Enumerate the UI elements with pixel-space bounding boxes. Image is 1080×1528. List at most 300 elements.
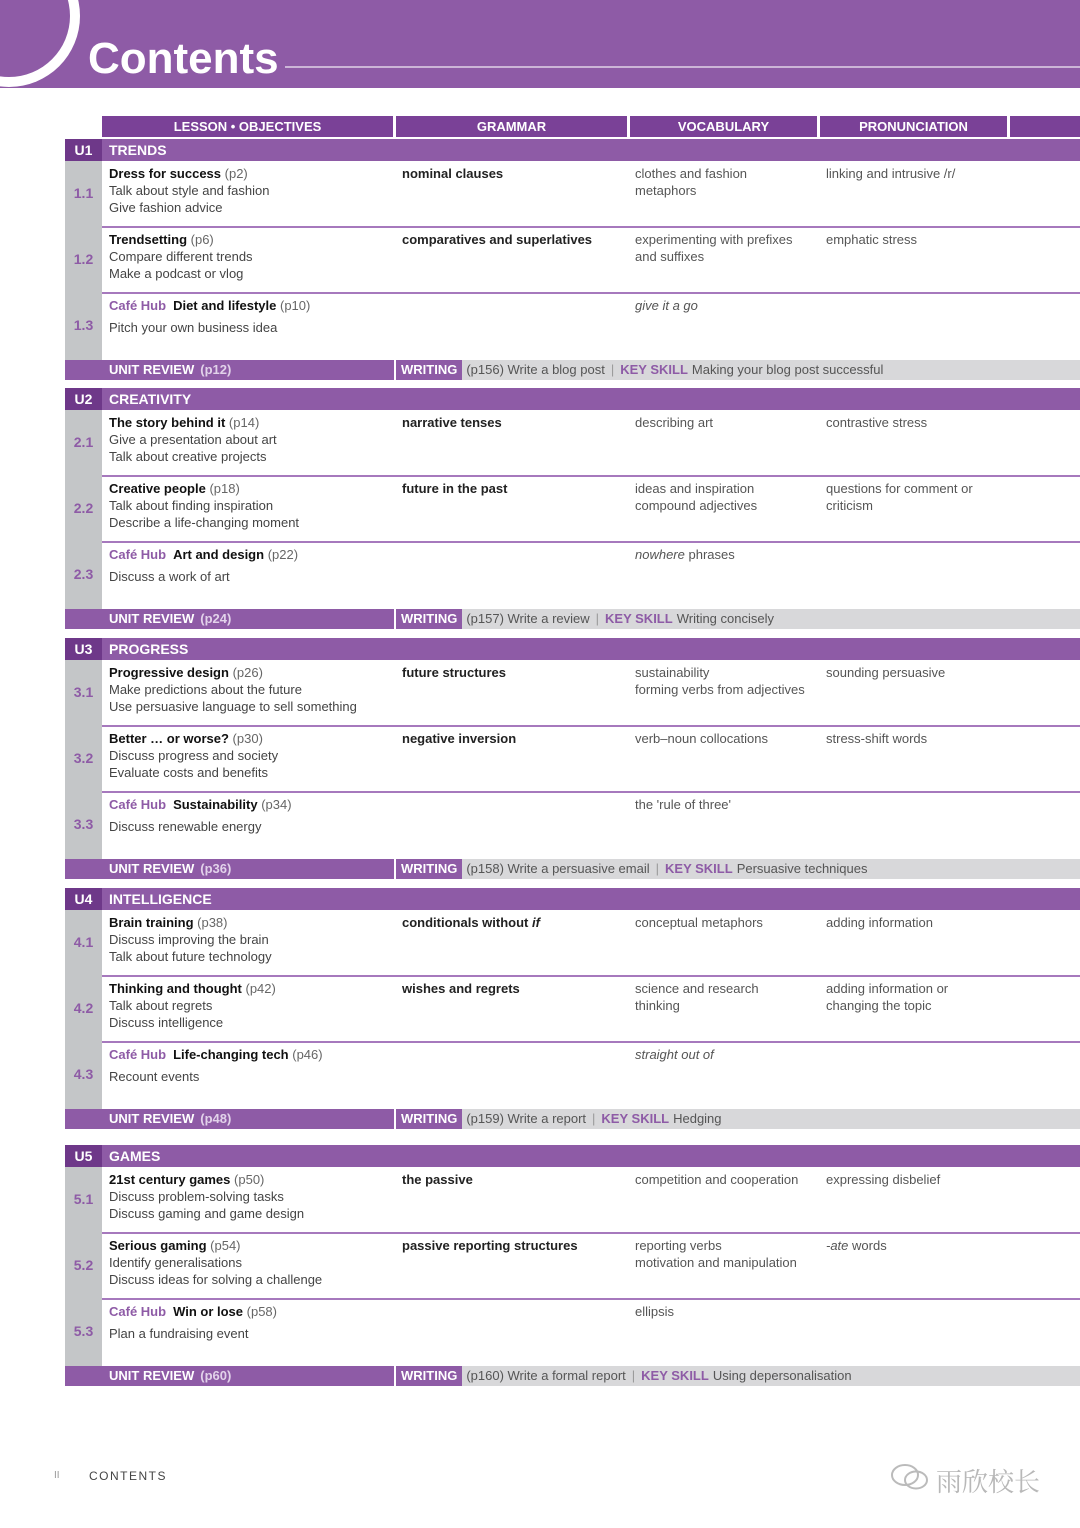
unit-header	[65, 888, 1080, 910]
key-skill-label: KEY SKILL	[601, 1111, 670, 1126]
row-divider	[102, 292, 1080, 294]
unit-review-page: (p24)	[200, 611, 232, 626]
pronunciation-text: adding information or	[826, 981, 949, 996]
footer-section-label: CONTENTS	[89, 1469, 167, 1483]
cafe-hub-label: Café Hub	[109, 1047, 167, 1062]
lesson-title: Life-changing tech	[173, 1047, 289, 1062]
lesson-title-line	[109, 480, 299, 497]
lesson-objective: Discuss ideas for solving a challenge	[109, 1272, 323, 1287]
lesson-cell	[109, 480, 299, 531]
writing-section	[396, 609, 1080, 629]
vocabulary-cell	[635, 480, 815, 514]
vocabulary-text: thinking	[635, 998, 680, 1013]
vocabulary-cell	[635, 1303, 815, 1320]
writing-text: (p159) Write a report	[466, 1111, 587, 1126]
grammar-cell	[402, 1237, 578, 1254]
lesson-title-line	[109, 297, 310, 314]
vocabulary-text: experimenting with prefixes	[635, 232, 793, 247]
lesson-page: (p26)	[232, 665, 263, 680]
key-skill-label: KEY SKILL	[620, 362, 688, 377]
grammar-text: narrative tenses	[402, 415, 502, 430]
lesson-number: 3.1	[73, 684, 94, 700]
lesson-objective: Talk about regrets	[109, 998, 213, 1013]
writing-label: WRITING	[396, 1366, 462, 1386]
grammar-cell	[402, 480, 507, 497]
writing-label: WRITING	[396, 1109, 462, 1129]
unit-review-section	[65, 609, 394, 629]
lesson-objective: Identify generalisations	[109, 1255, 242, 1270]
vocabulary-cell	[635, 231, 815, 265]
vocabulary-cell	[635, 546, 815, 563]
unit-review-label-wrap	[109, 609, 231, 629]
lesson-title: Progressive design	[109, 665, 229, 680]
vocabulary-cell	[635, 796, 815, 813]
grammar-text: wishes and regrets	[402, 981, 520, 996]
vocabulary-text: straight out of	[635, 1047, 714, 1062]
lesson-cell	[109, 980, 276, 1031]
lesson-objective: Talk about finding inspiration	[109, 498, 274, 513]
unit-title: CREATIVITY	[109, 391, 192, 407]
lesson-cell	[109, 730, 278, 781]
vocabulary-text: conceptual metaphors	[635, 915, 763, 930]
key-skill-text: Hedging	[673, 1111, 722, 1126]
lesson-objective: Discuss renewable energy	[109, 819, 262, 834]
column-header-vocabulary: VOCABULARY	[630, 116, 817, 137]
lesson-number: 5.2	[73, 1257, 94, 1273]
vocabulary-text: metaphors	[635, 183, 697, 198]
pipe-separator: |	[610, 362, 615, 377]
wechat-icon	[890, 1463, 930, 1491]
unit-title: GAMES	[109, 1148, 161, 1164]
lesson-cell	[109, 414, 277, 465]
lesson-page: (p34)	[261, 797, 292, 812]
lesson-objective: Plan a fundraising event	[109, 1326, 249, 1341]
cafe-hub-label: Café Hub	[109, 547, 167, 562]
vocabulary-line	[635, 231, 815, 248]
pronunciation-cell	[826, 1171, 1006, 1188]
unit-code: U3	[65, 638, 102, 660]
lesson-number: 1.3	[73, 317, 94, 333]
lesson-title: Dress for success	[109, 166, 222, 181]
row-divider	[102, 1232, 1080, 1234]
writing-text: (p160) Write a formal report	[466, 1368, 626, 1383]
pronunciation-line	[826, 1237, 1006, 1254]
vocabulary-cell	[635, 1046, 815, 1063]
lesson-page: (p2)	[224, 166, 248, 181]
vocabulary-text: give it a go	[635, 298, 698, 313]
lesson-cell	[109, 546, 298, 585]
unit-review-label: UNIT REVIEW	[109, 362, 195, 377]
lesson-title-line	[109, 414, 277, 431]
pronunciation-line	[826, 980, 1006, 997]
lesson-objective: Discuss improving the brain	[109, 932, 269, 947]
grammar-cell	[402, 165, 503, 182]
lesson-page: (p14)	[228, 415, 260, 430]
writing-label: WRITING	[396, 609, 462, 629]
unit-review-bar	[65, 609, 1080, 629]
lesson-page: (p6)	[190, 232, 214, 247]
lesson-title: 21st century games	[109, 1172, 231, 1187]
lesson-page: (p42)	[245, 981, 276, 996]
pipe-separator: |	[655, 861, 660, 876]
vocabulary-line	[635, 914, 815, 931]
row-divider	[102, 791, 1080, 793]
pipe-separator: |	[592, 1111, 596, 1126]
vocabulary-text: motivation and manipulation	[635, 1255, 797, 1270]
pronunciation-text: questions for comment or	[826, 481, 973, 496]
vocabulary-line	[635, 1254, 815, 1271]
lesson-title: Thinking and thought	[109, 981, 242, 996]
grammar-cell	[402, 414, 502, 431]
pronunciation-cell	[826, 980, 1006, 1014]
lesson-title-line	[109, 1171, 304, 1188]
grammar-text: future in the past	[402, 481, 508, 496]
lesson-page: (p30)	[232, 731, 263, 746]
row-divider	[102, 226, 1080, 228]
lesson-page: (p18)	[209, 481, 240, 496]
lesson-title-line	[109, 165, 269, 182]
unit-review-label: UNIT REVIEW	[109, 861, 195, 876]
lesson-objective: Pitch your own business idea	[109, 320, 278, 335]
key-skill-text: Making your blog post successful	[691, 362, 884, 377]
unit-review-page: (p12)	[200, 362, 232, 377]
lesson-title: The story behind it	[109, 415, 226, 430]
vocabulary-line	[635, 681, 815, 698]
lesson-number: 5.3	[73, 1323, 94, 1339]
lesson-title: Brain training	[109, 915, 194, 930]
pronunciation-line	[826, 165, 1006, 182]
lesson-title: Creative people	[109, 481, 206, 496]
lesson-objective: Give a presentation about art	[109, 432, 277, 447]
vocabulary-line	[635, 997, 815, 1014]
unit-header	[65, 139, 1080, 161]
pronunciation-text: words	[852, 1238, 887, 1253]
vocabulary-italic: nowhere	[635, 547, 685, 562]
writing-label: WRITING	[396, 360, 462, 380]
vocabulary-cell	[635, 165, 815, 199]
pronunciation-line	[826, 497, 1006, 514]
vocabulary-text: competition and cooperation	[635, 1172, 799, 1187]
vocabulary-text: the 'rule of three'	[635, 797, 732, 812]
grammar-cell	[402, 914, 540, 931]
pronunciation-cell	[826, 231, 1006, 248]
lesson-page: (p50)	[234, 1172, 265, 1187]
lesson-title: Sustainability	[173, 797, 258, 812]
grammar-text: negative inversion	[402, 731, 517, 746]
lesson-number: 5.1	[73, 1191, 94, 1207]
column-header-grammar: GRAMMAR	[396, 116, 627, 137]
lesson-title: Diet and lifestyle	[173, 298, 277, 313]
unit-header	[65, 638, 1080, 660]
writing-label: WRITING	[396, 859, 462, 879]
unit-title: PROGRESS	[109, 641, 189, 657]
unit-review-bar	[65, 859, 1080, 879]
unit-title: TRENDS	[109, 142, 167, 158]
pronunciation-line	[826, 997, 1006, 1014]
pronunciation-cell	[826, 414, 1006, 431]
pronunciation-line	[826, 414, 1006, 431]
lesson-title-line	[109, 796, 292, 813]
lesson-objective: Discuss gaming and game design	[109, 1206, 305, 1221]
pronunciation-text: changing the topic	[826, 998, 932, 1013]
vocabulary-line	[635, 796, 815, 813]
vocabulary-text: describing art	[635, 415, 714, 430]
row-divider	[102, 475, 1080, 477]
lesson-objective: Compare different trends	[109, 249, 253, 264]
unit-review-label: UNIT REVIEW	[109, 1368, 195, 1383]
lesson-cell	[109, 1303, 277, 1342]
lesson-title-line	[109, 1303, 277, 1320]
unit-review-label: UNIT REVIEW	[109, 1111, 195, 1126]
cafe-hub-label: Café Hub	[109, 797, 167, 812]
vocabulary-line	[635, 1303, 815, 1320]
vocabulary-cell	[635, 980, 815, 1014]
lesson-objective: Make a podcast or vlog	[109, 266, 244, 281]
lesson-objective: Discuss problem-solving tasks	[109, 1189, 284, 1204]
vocabulary-cell	[635, 1237, 815, 1271]
pronunciation-cell	[826, 914, 1006, 931]
lesson-title: Win or lose	[173, 1304, 244, 1319]
lesson-page: (p38)	[197, 915, 228, 930]
key-skill-text: Writing concisely	[676, 611, 774, 626]
unit-review-label-wrap	[109, 859, 231, 879]
lesson-title-line	[109, 231, 253, 248]
vocabulary-text: clothes and fashion	[635, 166, 748, 181]
lesson-cell	[109, 914, 272, 965]
page-title: Contents	[88, 34, 279, 83]
unit-review-label-wrap	[109, 1366, 231, 1386]
lesson-number: 2.3	[73, 566, 94, 582]
vocabulary-text: ellipsis	[635, 1304, 675, 1319]
lesson-cell	[109, 165, 269, 216]
lesson-title: Serious gaming	[109, 1238, 207, 1253]
pronunciation-line	[826, 914, 1006, 931]
unit-review-section	[65, 1109, 394, 1129]
watermark-text: 雨欣校长	[936, 1467, 1041, 1497]
pronunciation-text: stress-shift words	[826, 731, 928, 746]
pronunciation-cell	[826, 165, 1006, 182]
lesson-cell	[109, 1237, 322, 1288]
unit-code: U1	[65, 139, 102, 161]
pronunciation-text: sounding persuasive	[826, 665, 946, 680]
lesson-number: 2.1	[73, 434, 94, 450]
pronunciation-text: criticism	[826, 498, 873, 513]
vocabulary-line	[635, 480, 815, 497]
cafe-hub-label: Café Hub	[109, 1304, 167, 1319]
lesson-objective: Give fashion advice	[109, 200, 223, 215]
row-divider	[102, 1298, 1080, 1300]
lesson-objective: Describe a life-changing moment	[109, 515, 300, 530]
header-banner	[0, 0, 1080, 88]
vocabulary-line	[635, 497, 815, 514]
vocabulary-cell	[635, 297, 815, 314]
unit-review-page: (p60)	[200, 1368, 232, 1383]
key-skill-label: KEY SKILL	[665, 861, 733, 876]
lesson-title-line	[109, 730, 278, 747]
pronunciation-text: linking and intrusive /r/	[826, 166, 956, 181]
pronunciation-line	[826, 231, 1006, 248]
lesson-title-line	[109, 546, 298, 563]
pronunciation-line	[826, 480, 1006, 497]
pronunciation-line	[826, 664, 1006, 681]
lesson-page: (p10)	[280, 298, 311, 313]
unit-review-page: (p36)	[200, 861, 232, 876]
lesson-number: 3.3	[73, 816, 94, 832]
grammar-cell	[402, 664, 506, 681]
vocabulary-line	[635, 248, 815, 265]
writing-section	[396, 1366, 1080, 1386]
pronunciation-line	[826, 1171, 1006, 1188]
lesson-number: 4.1	[73, 934, 94, 950]
vocabulary-line	[635, 730, 815, 747]
lesson-page: (p46)	[292, 1047, 323, 1062]
lesson-objective: Discuss progress and society	[109, 748, 279, 763]
vocabulary-line	[635, 980, 815, 997]
column-header-extra	[1010, 116, 1080, 137]
pronunciation-italic: -ate	[826, 1238, 849, 1253]
lesson-page: (p54)	[210, 1238, 241, 1253]
vocabulary-text: verb–noun collocations	[635, 731, 768, 746]
writing-section	[396, 1109, 1080, 1129]
lesson-objective: Talk about style and fashion	[109, 183, 270, 198]
vocabulary-cell	[635, 414, 815, 431]
unit-review-bar	[65, 1109, 1080, 1129]
grammar-italic: if	[532, 915, 540, 930]
unit-review-bar	[65, 360, 1080, 380]
writing-section	[396, 360, 1080, 380]
lesson-objective: Evaluate costs and benefits	[109, 765, 268, 780]
grammar-text: comparatives and superlatives	[402, 232, 593, 247]
lesson-cell	[109, 1171, 304, 1222]
lesson-title-line	[109, 1046, 323, 1063]
lesson-cell	[109, 796, 292, 835]
vocabulary-text: ideas and inspiration	[635, 481, 755, 496]
row-divider	[102, 975, 1080, 977]
lesson-title: Trendsetting	[109, 232, 188, 247]
lesson-page: (p58)	[246, 1304, 277, 1319]
grammar-text: conditionals without	[402, 915, 529, 930]
vocabulary-text: forming verbs from adjectives	[635, 682, 805, 697]
unit-review-label: UNIT REVIEW	[109, 611, 195, 626]
grammar-cell	[402, 730, 516, 747]
lesson-cell	[109, 664, 357, 715]
vocabulary-line	[635, 182, 815, 199]
pronunciation-cell	[826, 730, 1006, 747]
lesson-objective: Talk about creative projects	[109, 449, 267, 464]
grammar-cell	[402, 980, 520, 997]
pronunciation-cell	[826, 664, 1006, 681]
lesson-number: 4.2	[73, 1000, 94, 1016]
vocabulary-line	[635, 546, 815, 563]
unit-title: INTELLIGENCE	[109, 891, 212, 907]
pronunciation-text: contrastive stress	[826, 415, 928, 430]
vocabulary-text: phrases	[688, 547, 735, 562]
footer-page-number: II	[54, 1470, 60, 1481]
banner-rule	[285, 66, 1080, 68]
pipe-separator: |	[595, 611, 600, 626]
vocabulary-cell	[635, 914, 815, 931]
column-header-lesson: LESSON • OBJECTIVES	[102, 116, 393, 137]
vocabulary-line	[635, 297, 815, 314]
vocabulary-cell	[635, 730, 815, 747]
writing-section	[396, 859, 1080, 879]
vocabulary-text: sustainability	[635, 665, 710, 680]
vocabulary-text: reporting verbs	[635, 1238, 722, 1253]
pronunciation-text: expressing disbelief	[826, 1172, 941, 1187]
unit-review-section	[65, 1366, 394, 1386]
vocabulary-text: science and research	[635, 981, 759, 996]
grammar-text: the passive	[402, 1172, 473, 1187]
vocabulary-text: compound adjectives	[635, 498, 758, 513]
lesson-objective: Discuss a work of art	[109, 569, 230, 584]
unit-code: U2	[65, 388, 102, 410]
lesson-title-line	[109, 980, 276, 997]
lesson-title-line	[109, 914, 272, 931]
lesson-objective: Recount events	[109, 1069, 200, 1084]
pronunciation-text: emphatic stress	[826, 232, 918, 247]
lesson-title-line	[109, 1237, 322, 1254]
row-divider	[102, 725, 1080, 727]
grammar-text: future structures	[402, 665, 507, 680]
unit-header	[65, 388, 1080, 410]
lesson-title: Art and design	[173, 547, 265, 562]
lesson-title: Better … or worse?	[109, 731, 229, 746]
unit-code: U4	[65, 888, 102, 910]
lesson-title-line	[109, 664, 357, 681]
vocabulary-line	[635, 1046, 815, 1063]
cafe-hub-label: Café Hub	[109, 298, 167, 313]
row-divider	[102, 1041, 1080, 1043]
lesson-cell	[109, 1046, 323, 1085]
unit-review-label-wrap	[109, 1109, 231, 1129]
grammar-text: passive reporting structures	[402, 1238, 578, 1253]
lesson-number: 2.2	[73, 500, 94, 516]
lesson-objective: Use persuasive language to sell something	[109, 699, 357, 714]
grammar-cell	[402, 231, 592, 248]
lesson-number: 3.2	[73, 750, 94, 766]
writing-text: (p157) Write a review	[466, 611, 590, 626]
lesson-objective: Talk about future technology	[109, 949, 272, 964]
unit-review-section	[65, 859, 394, 879]
grammar-text: nominal clauses	[402, 166, 504, 181]
lesson-page: (p22)	[267, 547, 299, 562]
unit-review-page: (p48)	[200, 1111, 232, 1126]
vocabulary-text: and suffixes	[635, 249, 705, 264]
writing-text: (p156) Write a blog post	[466, 362, 605, 377]
key-skill-text: Using depersonalisation	[712, 1368, 852, 1383]
vocabulary-line	[635, 1237, 815, 1254]
vocabulary-line	[635, 414, 815, 431]
vocabulary-line	[635, 664, 815, 681]
vocabulary-line	[635, 1171, 815, 1188]
lesson-cell	[109, 297, 310, 336]
lesson-number: 1.1	[73, 185, 94, 201]
unit-review-bar	[65, 1366, 1080, 1386]
unit-code: U5	[65, 1145, 102, 1167]
unit-review-label-wrap	[109, 360, 231, 380]
lesson-objective: Make predictions about the future	[109, 682, 302, 697]
column-header-pronunciation: PRONUNCIATION	[820, 116, 1007, 137]
key-skill-label: KEY SKILL	[641, 1368, 709, 1383]
lesson-number: 1.2	[73, 251, 94, 267]
pronunciation-line	[826, 730, 1006, 747]
lesson-objective: Discuss intelligence	[109, 1015, 224, 1030]
row-divider	[102, 541, 1080, 543]
lesson-cell	[109, 231, 253, 282]
vocabulary-line	[635, 165, 815, 182]
vocabulary-cell	[635, 664, 815, 698]
unit-review-section	[65, 360, 394, 380]
